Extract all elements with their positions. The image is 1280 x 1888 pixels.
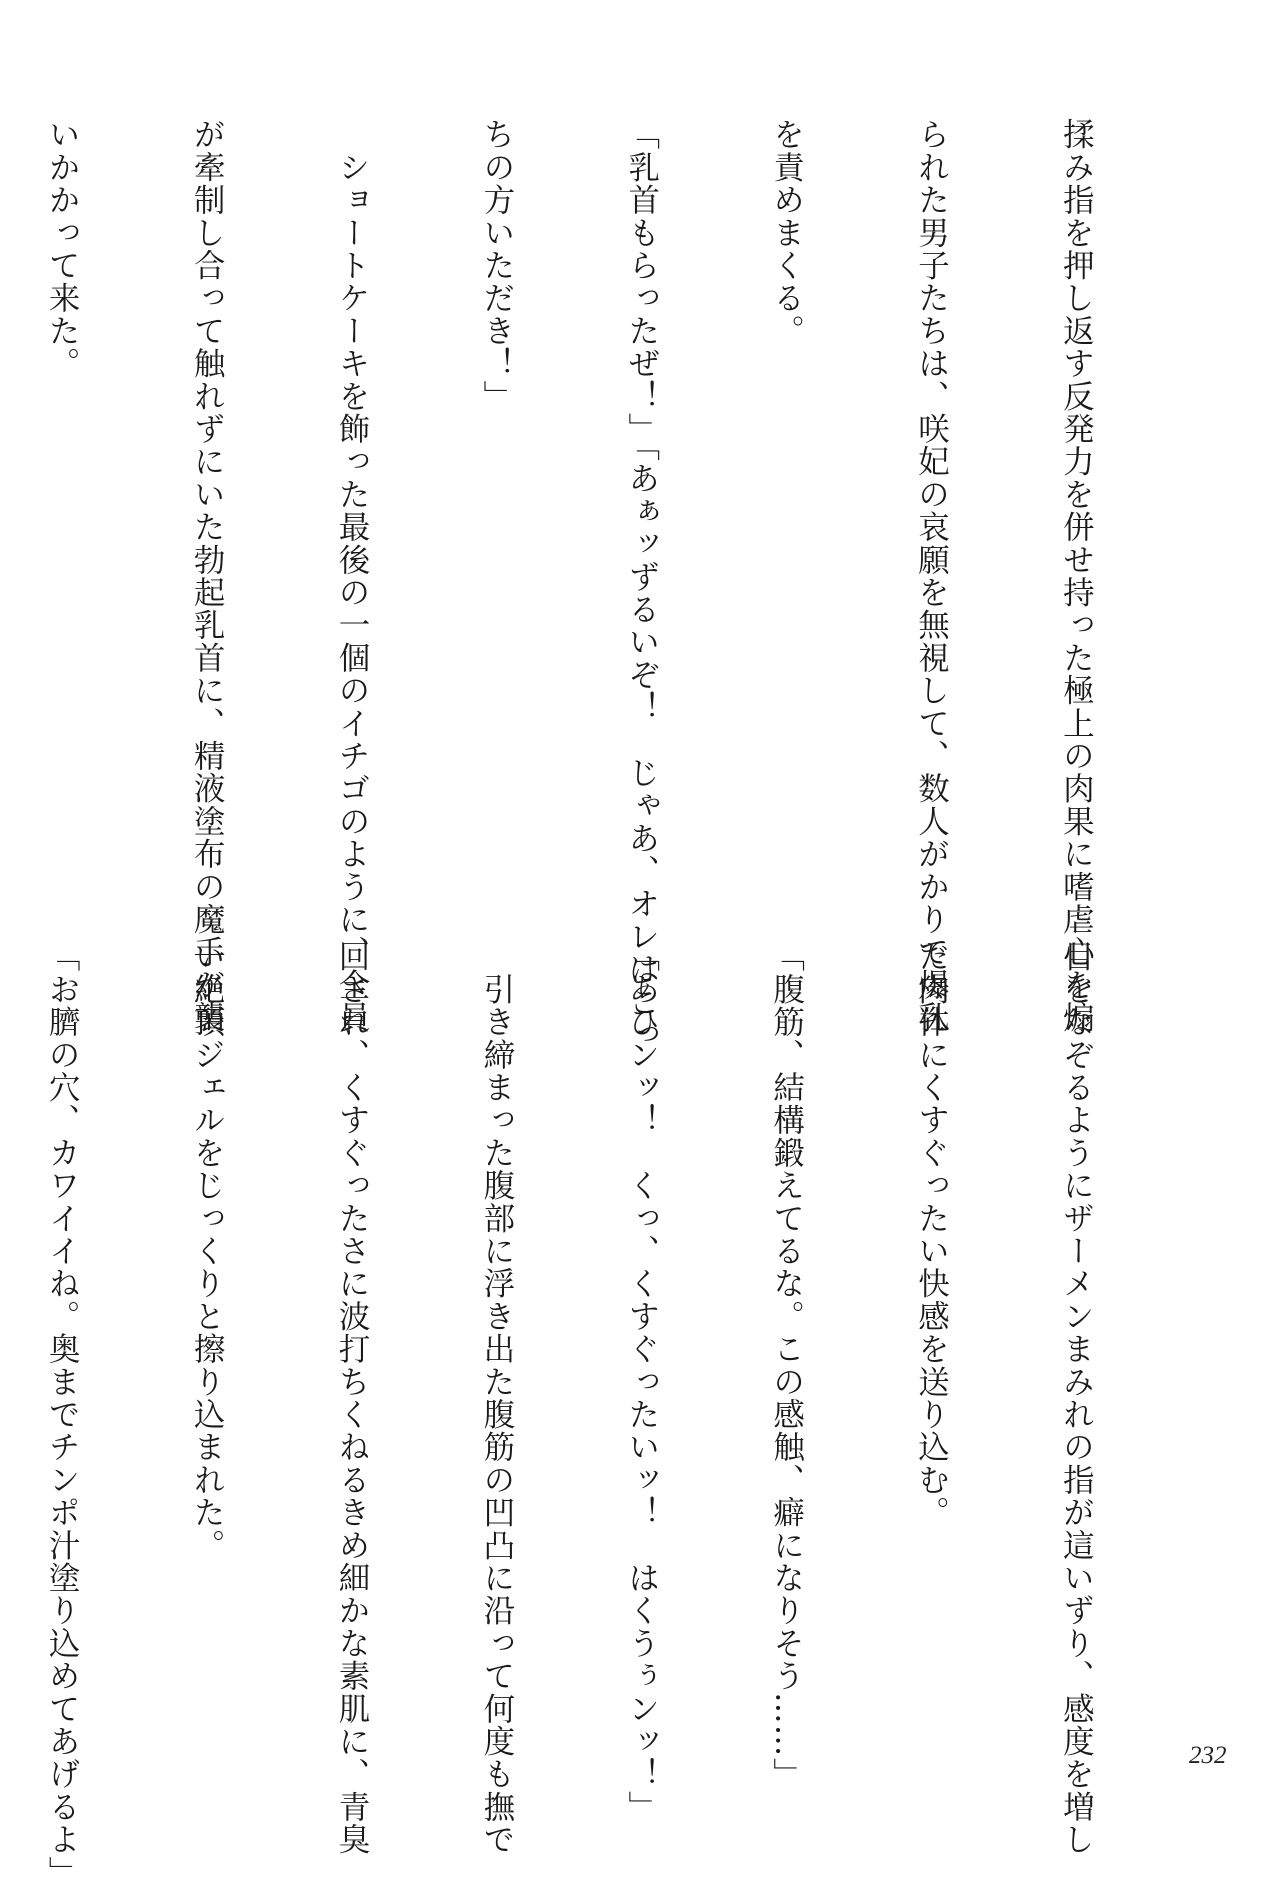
- text-line: 「乳首もらったぜ！」「あぁッずるいぞ！ じゃあ、オレはこっ: [623, 118, 660, 1051]
- text-line: を責めまくる。: [768, 118, 805, 347]
- bottom-text-block: [0, 940, 1197, 1888]
- text-line: 「腹筋、結構鍛えてるな。この感触、癖になりそう……」: [768, 940, 805, 1791]
- text-line: 「お臍の穴、カワイイね。奥までチンポ汁塗り込めてあげるよ」: [44, 940, 81, 1888]
- text-line: 引き締まった腹部に浮き出た腹筋の凹凸に沿って何度も撫で: [478, 940, 515, 1856]
- text-line: 回され、くすぐったさに波打ちくねるきめ細かな素肌に、青臭: [333, 940, 370, 1856]
- text-line: いかかって来た。: [44, 118, 81, 380]
- text-line: 「あひンッ！ くっ、くすぐったいッ！ はくうぅンッ！」: [623, 940, 660, 1823]
- text-line: い絶頂ジェルをじっくりと擦り込まれた。: [189, 940, 226, 1562]
- text-line: ちの方いただき！」: [478, 118, 515, 413]
- page-number: 232: [1189, 1742, 1227, 1769]
- text-line: が牽制し合って触れずにいた勃起乳首に、精液塗布の魔手が襲: [189, 118, 226, 1034]
- text-line: た肉体にくすぐったい快感を送り込む。: [913, 940, 950, 1529]
- text-line: 目をなぞるようにザーメンまみれの指が這いずり、感度を増し: [1058, 940, 1095, 1856]
- text-line: られた男子たちは、咲妃の哀願を無視して、数人がかりで爆乳: [913, 118, 950, 1034]
- text-line: 揉み指を押し返す反発力を併せ持った極上の肉果に嗜虐心を煽: [1058, 118, 1095, 1034]
- text-line: ショートケーキを飾った最後の一個のイチゴのように、全員: [333, 118, 370, 1034]
- top-text-block: [0, 118, 1197, 1051]
